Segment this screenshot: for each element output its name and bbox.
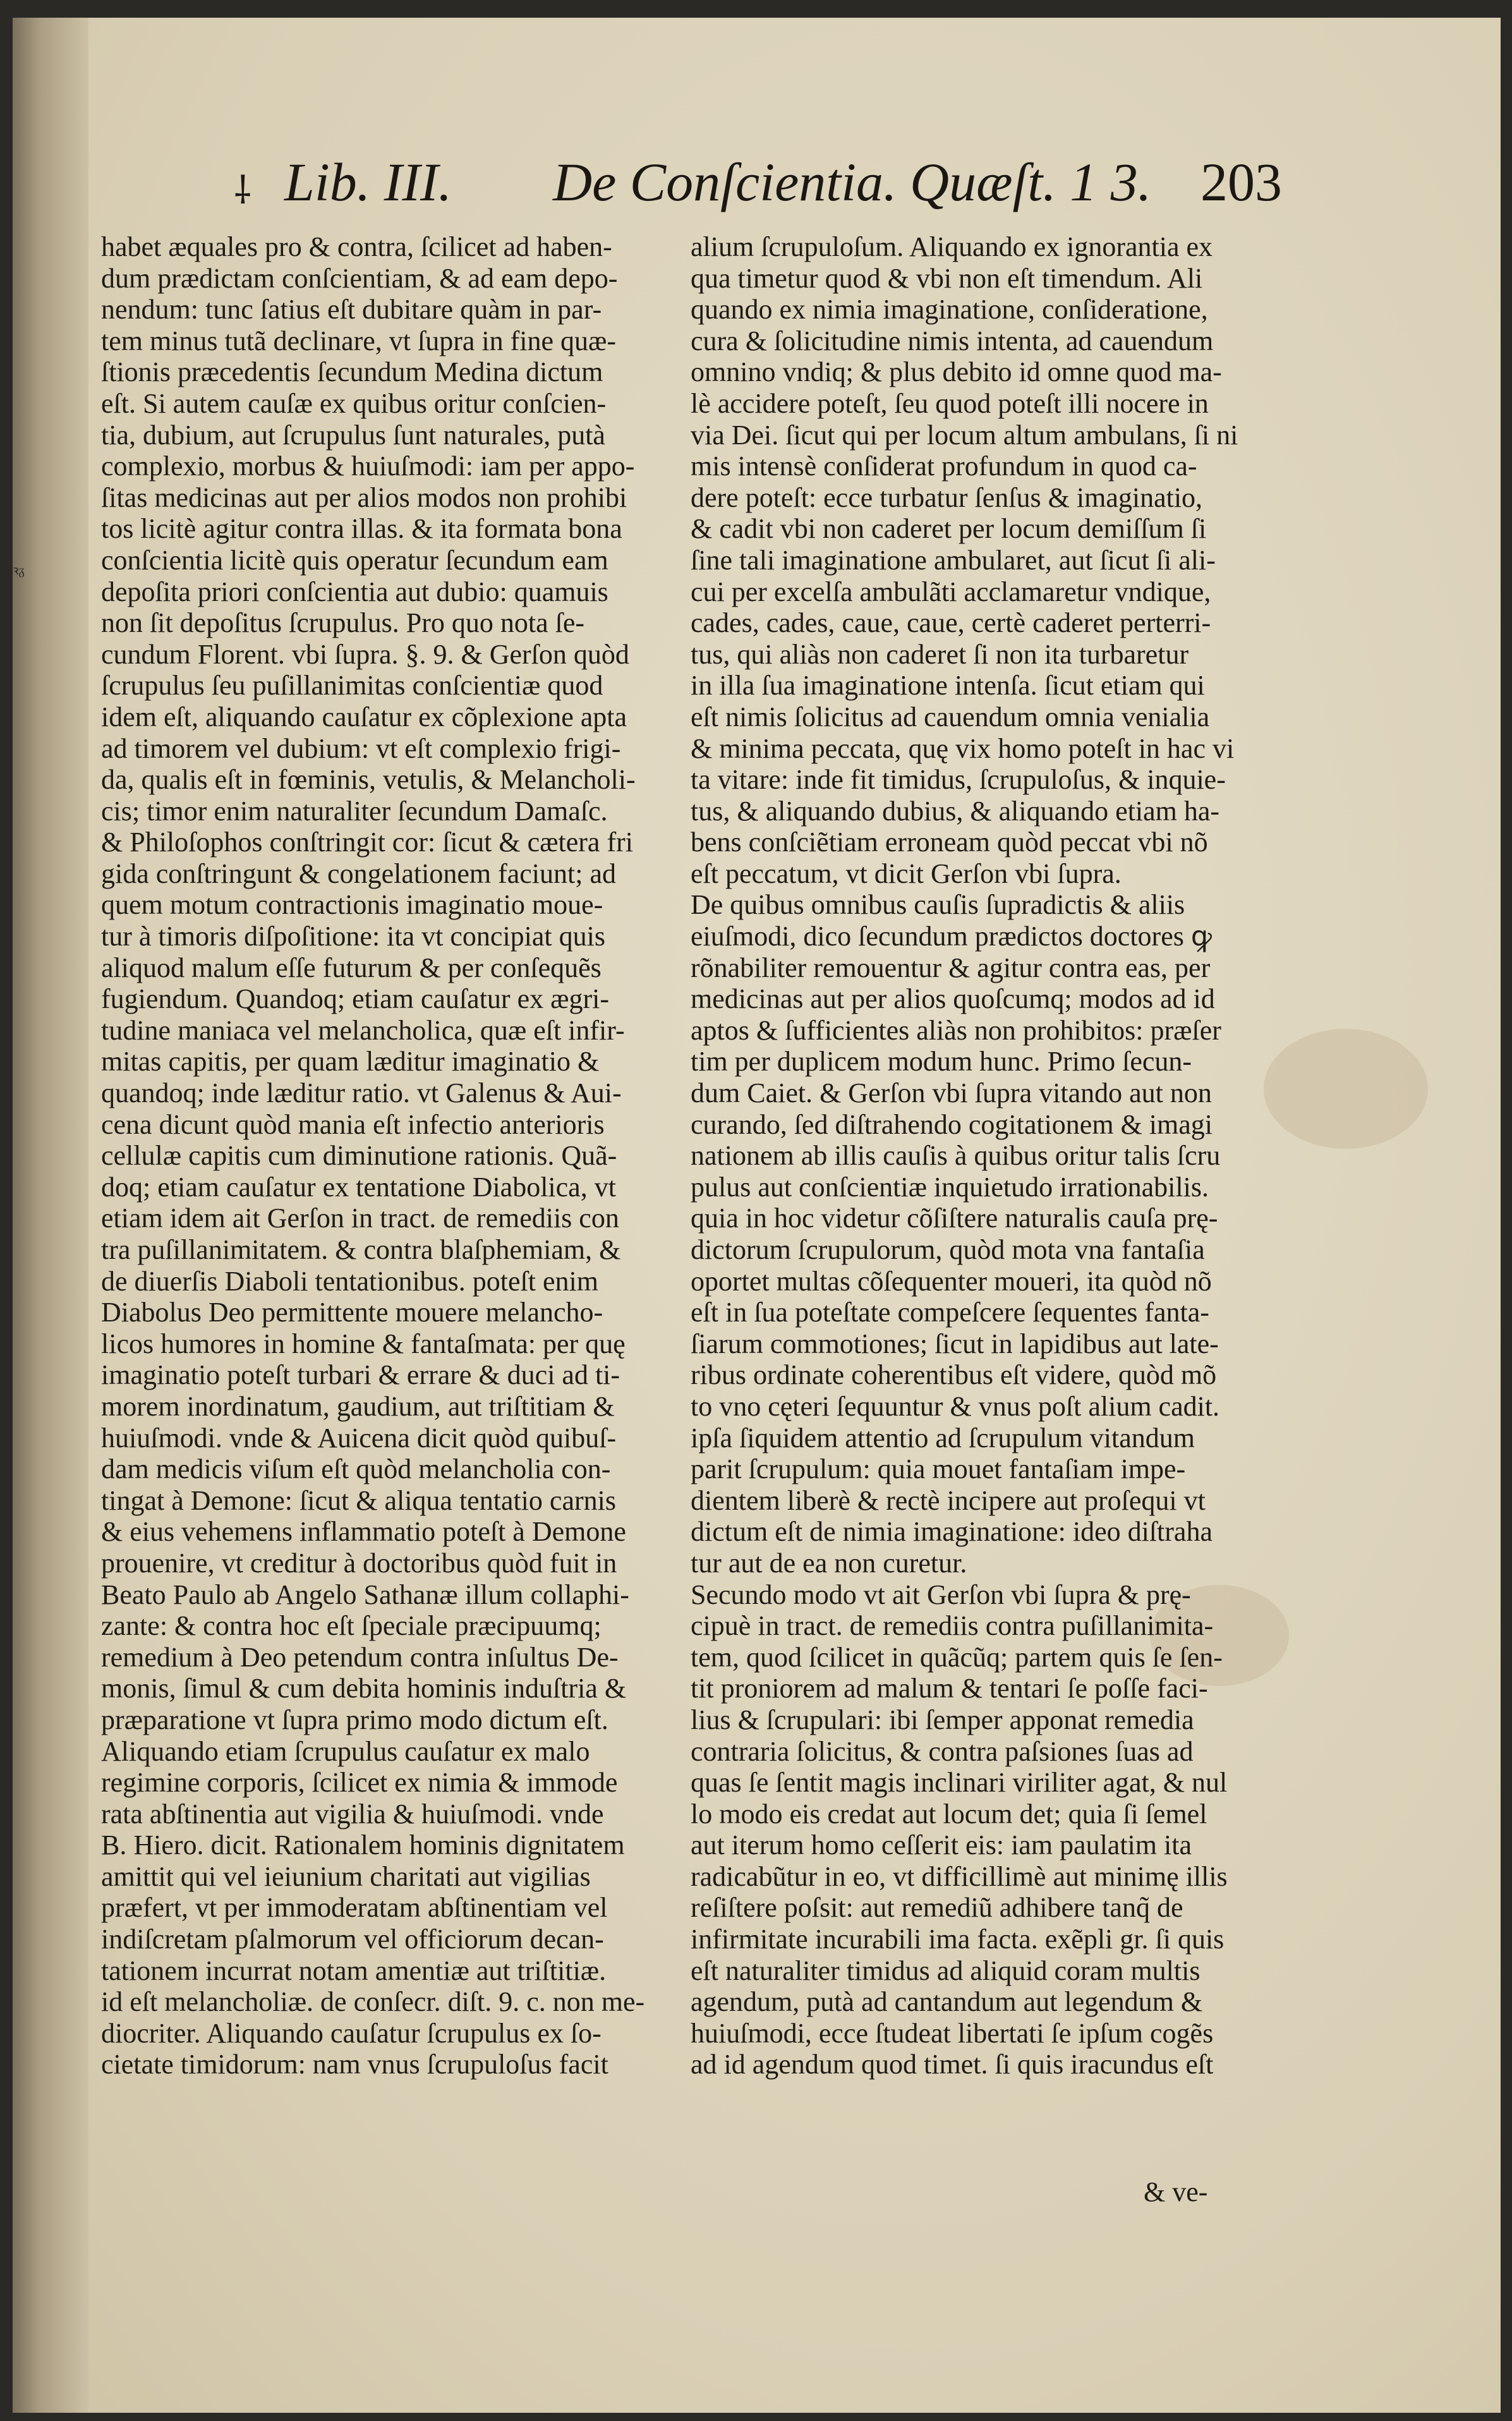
text-line: cietate timidorum: nam vnus ſcrupuloſus facit bbox=[101, 2049, 608, 2080]
text-line: mis intensè conſiderat profundum in quod ca- bbox=[691, 451, 1197, 482]
text-line: nendum: tunc ſatius eſt dubitare quàm in par- bbox=[101, 294, 602, 325]
text-line: lè accidere poteſt, ſeu quod poteſt illi nocere in bbox=[691, 387, 1209, 419]
text-line: tudine maniaca vel melancholica, quæ eſt infir- bbox=[101, 1014, 625, 1046]
text-line: dere poteſt: ecce turbatur ſenſus & imaginatio, bbox=[691, 482, 1203, 513]
text-line: huiuſmodi, ecce ſtudeat libertati ſe ipſum cogẽs bbox=[691, 2017, 1214, 2049]
text-line: de diuerſis Diaboli tentationibus. poteſt enim bbox=[101, 1265, 598, 1297]
text-line: tos licitè agitur contra illas. & ita formata bona bbox=[101, 513, 622, 545]
text-line: tem, quod ſcilicet in quãcũq; partem quis ſe ſen- bbox=[691, 1641, 1223, 1673]
text-line: & Philoſophos conſtringit cor: ſicut & cætera fri bbox=[101, 827, 633, 858]
right-text-column bbox=[691, 231, 1253, 2080]
text-line: non ſit depoſitus ſcrupulus. Pro quo nota ſe- bbox=[101, 607, 585, 639]
text-line: infirmitate incurabili ima facta. exẽpli gr. ſi quis bbox=[691, 1924, 1225, 1955]
text-line: tim per duplicem modum hunc. Primo ſecun- bbox=[691, 1046, 1192, 1077]
text-line: Aliquando etiam ſcrupulus cauſatur ex malo bbox=[101, 1735, 590, 1767]
text-line: eſt. Si autem cauſæ ex quibus oritur conſcien- bbox=[101, 387, 607, 419]
text-line: eſt naturaliter timidus ad aliquid coram multis bbox=[691, 1955, 1201, 1986]
running-title: De Conſcientia. bbox=[553, 152, 897, 212]
text-line: in illa ſua imaginatione intenſa. ſicut etiam qui bbox=[691, 670, 1205, 701]
text-line: tra puſillanimitatem. & contra blaſphemiam, & bbox=[101, 1234, 621, 1265]
text-line: cades, cades, caue, caue, certè caderet perterri- bbox=[691, 607, 1211, 639]
text-line: pulus aut conſcientiæ inquietudo irrationabilis. bbox=[691, 1171, 1209, 1203]
text-line: ad id agendum quod timet. ſi quis iracundus eſt bbox=[691, 2049, 1214, 2080]
text-line: dam medicis viſum eſt quòd melancholia con- bbox=[101, 1453, 611, 1485]
text-line: agendum, putà ad cantandum aut legendum & bbox=[691, 1986, 1203, 2018]
text-line: quando ex nimia imaginatione, conſideratione, bbox=[691, 294, 1208, 325]
text-line: habet æquales pro & contra, ſcilicet ad haben- bbox=[101, 231, 612, 262]
text-line: quas ſe ſentit magis inclinari viriliter agat, & nul bbox=[691, 1767, 1228, 1799]
text-line: reſiſtere poſsit: aut remediũ adhibere tanq̃ de bbox=[691, 1892, 1183, 1924]
text-line: contraria ſolicitus, & contra paſsiones ſuas ad bbox=[691, 1735, 1194, 1767]
text-line: tit proniorem ad malum & tentari ſe poſſe faci- bbox=[691, 1673, 1208, 1704]
text-line: dictorum ſcrupulorum, quòd mota vna fantaſia bbox=[691, 1234, 1205, 1265]
paper-stain bbox=[1264, 1029, 1428, 1149]
text-line: cellulæ capitis cum diminutione rationis. Quã- bbox=[101, 1140, 617, 1172]
text-line: aut iterum homo ceſſerit eis: iam paulatim ita bbox=[691, 1829, 1192, 1861]
text-line: da, qualis eſt in fœminis, vetulis, & Melancholi- bbox=[101, 764, 636, 796]
text-line: prouenire, vt creditur à doctoribus quòd fuit in bbox=[101, 1547, 617, 1579]
text-line: to vno cęteri ſequuntur & vnus poſt alium cadit. bbox=[691, 1390, 1220, 1422]
text-line: indiſcretam pſalmorum vel officiorum decan- bbox=[101, 1924, 604, 1955]
text-line: diocriter. Aliquando cauſatur ſcrupulus ex ſo- bbox=[101, 2017, 602, 2049]
text-line: gida conſtringunt & congelationem faciunt; ad bbox=[101, 858, 616, 889]
text-line: cundum Florent. vbi ſupra. §. 9. & Gerſon quòd bbox=[101, 638, 629, 670]
text-line: etiam idem ait Gerſon in tract. de remediis con bbox=[101, 1203, 619, 1234]
text-line: omnino vndiq; & plus debito id omne quod ma- bbox=[691, 356, 1222, 388]
text-line: De quibus omnibus cauſis ſupradictis & aliis bbox=[691, 889, 1185, 921]
text-line: ta vitare: inde fit timidus, ſcrupuloſus, & inquie- bbox=[691, 764, 1226, 796]
text-line: ſine tali imaginatione ambularet, aut ſicut ſi ali- bbox=[691, 544, 1216, 576]
text-line: ſtionis præcedentis ſecundum Medina dictum bbox=[101, 356, 603, 388]
text-line: lo modo eis credat aut locum det; quia ſi ſemel bbox=[691, 1798, 1207, 1829]
text-line: dum prædictam conſcientiam, & ad eam depo- bbox=[101, 262, 618, 294]
text-line: nationem ab illis cauſis à quibus oritur talis ſcru bbox=[691, 1140, 1221, 1172]
text-line: depoſita priori conſcientia aut dubio: quamuis bbox=[101, 576, 608, 607]
text-line: & eius vehemens inflammatio poteſt à Demone bbox=[101, 1516, 626, 1548]
text-line: ipſa ſiquidem attentio ad ſcrupulum vitandum bbox=[691, 1422, 1195, 1453]
text-line: regimine corporis, ſcilicet ex nimia & immode bbox=[101, 1767, 618, 1799]
text-line: alium ſcrupuloſum. Aliquando ex ignorantia ex bbox=[691, 231, 1213, 262]
text-line: Secundo modo vt ait Gerſon vbi ſupra & prę- bbox=[691, 1579, 1191, 1610]
text-line: radicabũtur in eo, vt difficillimè aut minimę illis bbox=[691, 1860, 1228, 1892]
running-header bbox=[13, 150, 1501, 220]
text-line: præparatione vt ſupra primo modo dictum eſt. bbox=[101, 1704, 608, 1735]
text-line: idem eſt, aliquando cauſatur ex cõplexione apta bbox=[101, 701, 627, 732]
left-text-column bbox=[101, 231, 660, 2080]
text-line: id eſt melancholiæ. de conſecr. diſt. 9. c. non me- bbox=[101, 1986, 645, 2018]
text-line: tia, dubium, aut ſcrupulus ſunt naturales, putà bbox=[101, 419, 605, 451]
text-line: & cadit vbi non caderet per locum demiſſum ſi bbox=[691, 513, 1207, 545]
text-line: B. Hiero. dicit. Rationalem hominis dignitatem bbox=[101, 1829, 625, 1861]
text-line: fugiendum. Quandoq; etiam cauſatur ex ægri- bbox=[101, 983, 609, 1015]
text-line: ſcrupulus ſeu puſillanimitas conſcientiæ quod bbox=[101, 670, 603, 701]
text-line: præfert, vt per immoderatam abſtinentiam vel bbox=[101, 1892, 608, 1924]
header-ornament: ⸸ bbox=[234, 170, 252, 212]
text-line: Diabolus Deo permittente mouere melancho- bbox=[101, 1297, 603, 1328]
quaestio-number: Quæſt. 1 3. bbox=[910, 152, 1152, 212]
text-line: rata abſtinentia aut vigilia & huiuſmodi. vnde bbox=[101, 1798, 604, 1829]
text-line: quem motum contractionis imaginatio moue- bbox=[101, 889, 603, 921]
text-line: morem inordinatum, gaudium, aut triſtitiam & bbox=[101, 1390, 615, 1422]
text-line: medicinas aut per alios quoſcumq; modos ad id bbox=[691, 983, 1215, 1015]
text-line: rõnabiliter remouentur & agitur contra eas, per bbox=[691, 952, 1211, 983]
text-line: cipuè in tract. de remediis contra puſillanimita- bbox=[691, 1610, 1214, 1642]
text-line: tur à timoris diſpoſitione: ita vt concipiat quis bbox=[101, 921, 605, 952]
text-line: tus, & aliquando dubius, & aliquando etiam ha- bbox=[691, 795, 1220, 827]
text-line: parit ſcrupulum: quia mouet fantaſiam impe- bbox=[691, 1453, 1186, 1485]
text-line: mitas capitis, per quam læditur imaginatio & bbox=[101, 1046, 600, 1077]
text-line: Beato Paulo ab Angelo Sathanæ illum collaphi- bbox=[101, 1579, 629, 1610]
text-line: dum Caiet. & Gerſon vbi ſupra vitando aut non bbox=[691, 1077, 1212, 1109]
text-line: licos humores in homine & fantaſmata: per quę bbox=[101, 1328, 626, 1359]
text-line: ſitas medicinas aut per alios modos non prohibi bbox=[101, 482, 627, 513]
text-line: imaginatio poteſt turbari & errare & duci ad ti- bbox=[101, 1359, 620, 1391]
text-line: lius & ſcrupulari: ibi ſemper apponat remedia bbox=[691, 1704, 1194, 1735]
margin-mark: ꝛᵹ bbox=[13, 564, 25, 578]
text-line: ribus ordinate coherentibus eſt videre, quòd mõ bbox=[691, 1359, 1217, 1391]
text-line: amittit qui vel ieiunium charitati aut vigilias bbox=[101, 1860, 591, 1892]
text-line: aptos & ſufficientes aliàs non prohibitos: præſer bbox=[691, 1014, 1221, 1046]
text-line: doq; etiam cauſatur ex tentatione Diabolica, vt bbox=[101, 1171, 616, 1203]
text-line: cis; timor enim naturaliter ſecundum Damaſc. bbox=[101, 795, 608, 827]
text-line: tingat à Demone: ſicut & aliqua tentatio carnis bbox=[101, 1484, 616, 1516]
text-line: ſiarum commotiones; ſicut in lapidibus aut late- bbox=[691, 1328, 1219, 1359]
text-line: complexio, morbus & huiuſmodi: iam per appo- bbox=[101, 451, 635, 482]
text-line: cui per excelſa ambulãti acclamaretur vndique, bbox=[691, 576, 1211, 607]
text-line: bens conſciẽtiam erroneam quòd peccat vbi nõ bbox=[691, 827, 1208, 858]
text-line: curando, ſed diſtrahendo cogitationem & imagi bbox=[691, 1108, 1213, 1140]
text-line: conſcientia licitè quis operatur ſecundum eam bbox=[101, 544, 608, 576]
text-line: monis, ſimul & cum debita hominis induſtria & bbox=[101, 1673, 627, 1704]
text-line: remedium à Deo petendum contra inſultus De- bbox=[101, 1641, 619, 1673]
text-line: tus, qui aliàs non caderet ſi non ita turbaretur bbox=[691, 638, 1189, 670]
page-number: 203 bbox=[1201, 152, 1282, 212]
text-line: dictum eſt de nimia imaginatione: ideo diſtraha bbox=[691, 1516, 1213, 1548]
text-line: huiuſmodi. vnde & Auicena dicit quòd quibuſ- bbox=[101, 1422, 617, 1453]
text-line: zante: & contra hoc eſt ſpeciale præcipuumq; bbox=[101, 1610, 602, 1642]
text-line: cena dicunt quòd mania eſt infectio anterioris bbox=[101, 1108, 605, 1140]
text-line: via Dei. ſicut qui per locum altum ambulans, ſi ni bbox=[691, 419, 1238, 451]
text-line: quandoq; inde læditur ratio. vt Galenus & Aui- bbox=[101, 1077, 622, 1109]
text-line: tationem incurrat notam amentiæ aut triſtitiæ. bbox=[101, 1955, 607, 1986]
text-line: tur aut de ea non curetur. bbox=[691, 1547, 967, 1579]
text-line: quia in hoc videtur cõſiſtere naturalis cauſa prę- bbox=[691, 1203, 1218, 1234]
text-line: eſt in ſua poteſtate compeſcere ſequentes fanta- bbox=[691, 1297, 1209, 1328]
text-line: oportet multas cõſequenter moueri, ita quòd nõ bbox=[691, 1265, 1212, 1297]
text-line: cura & ſolicitudine nimis intenta, ad cauendum bbox=[691, 325, 1214, 356]
text-line: aliquod malum eſſe futurum & per conſequẽs bbox=[101, 952, 602, 983]
text-line: tem minus tutã declinare, vt ſupra in fine quæ- bbox=[101, 325, 617, 356]
text-line: qua timetur quod & vbi non eſt timendum. Ali bbox=[691, 262, 1203, 294]
book-number: Lib. III. bbox=[284, 152, 452, 212]
book-page bbox=[13, 18, 1501, 2413]
text-line: dientem liberè & rectè incipere aut proſequi vt bbox=[691, 1484, 1206, 1516]
text-line: eſt nimis ſolicitus ad cauendum omnia venialia bbox=[691, 701, 1210, 732]
text-line: eiuſmodi, dico ſecundum prædictos doctores ꝙ bbox=[691, 921, 1212, 952]
text-line: eſt peccatum, vt dicit Gerſon vbi ſupra. bbox=[691, 858, 1122, 889]
binding-gutter bbox=[13, 18, 88, 2413]
text-line: ad timorem vel dubium: vt eſt complexio frigi- bbox=[101, 732, 621, 764]
catchword: & ve- bbox=[1144, 2176, 1208, 2207]
text-line: & minima peccata, quę vix homo poteſt in hac vi bbox=[691, 732, 1235, 764]
